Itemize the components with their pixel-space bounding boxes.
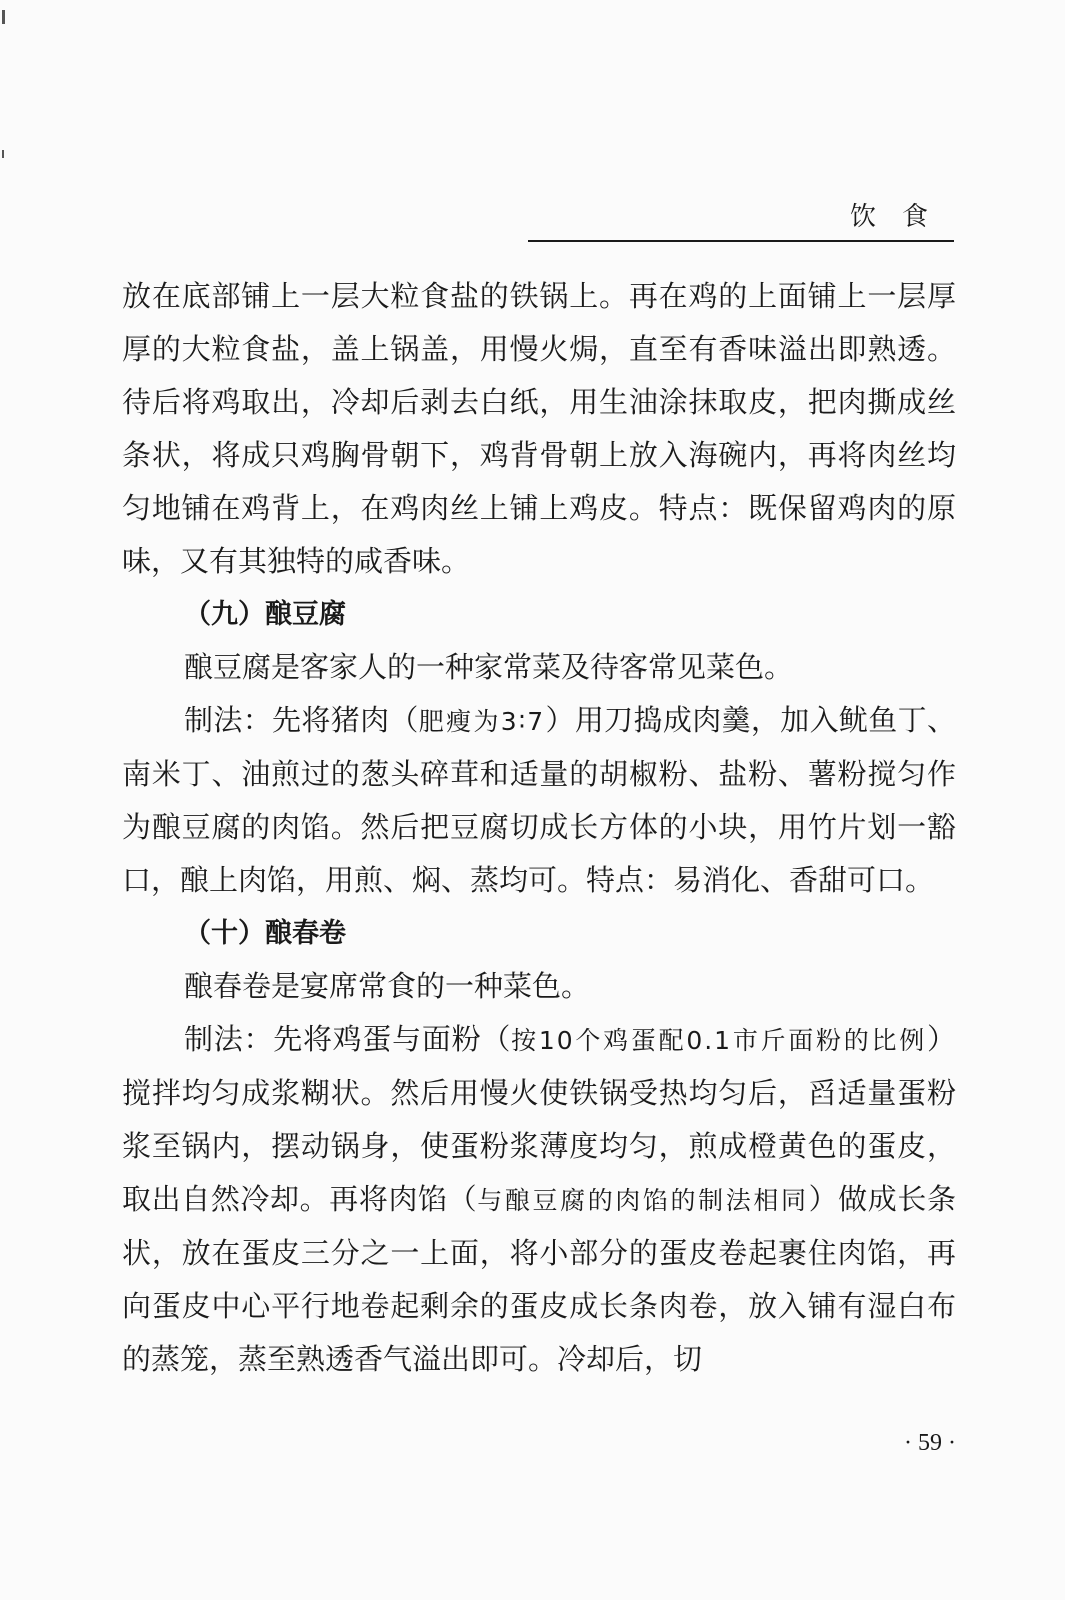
method-text: 制法：先将猪肉（ <box>184 703 419 737</box>
method-text: ）用刀捣成肉羹，加入鱿鱼丁、南米丁、油煎过的葱头碎茸和适量的胡椒粉、盐粉、薯粉搅匀作为酿豆腐的肉馅。然后把豆腐切成长方体的小块，用竹片划一豁口，酿上肉馅，用煎、焖、蒸均可。特点：易消化、香甜可口。 <box>122 703 956 897</box>
section-9-intro: 酿豆腐是客家人的一种家常菜及待客常见菜色。 <box>184 650 794 684</box>
section-9-method <box>122 694 956 907</box>
header-rule <box>528 240 954 242</box>
method-text: ）搅拌均匀成浆糊状。然后用慢火使铁锅受热均匀后，舀适量蛋粉浆至锅内，摆动锅身，使蛋粉浆薄度均匀，煎成橙黄色的蛋皮，取出自然冷却。再将肉馅（ <box>122 1022 956 1216</box>
binding-edge-mark <box>2 150 4 158</box>
method-note: 按10个鸡蛋配0.1市斤面粉的比例 <box>511 1026 927 1055</box>
section-10-intro: 酿春卷是宴席常食的一种菜色。 <box>184 969 591 1003</box>
method-note: 肥瘦为3∶7 <box>418 707 546 736</box>
method-note: 与酿豆腐的肉馅的制法相同 <box>477 1186 809 1215</box>
method-text: ）做成长条状，放在蛋皮三分之一上面，将小部分的蛋皮卷起裹住肉馅，再向蛋皮中心平行地卷起剩余的蛋皮成长条肉卷，放入铺有湿白布的蒸笼，蒸至熟透香气溢出即可。冷却后，切 <box>122 1182 956 1376</box>
section-10-method <box>122 1013 956 1386</box>
page-number: · 59 · <box>904 1430 956 1456</box>
section-heading-10: （十）酿春卷 <box>184 918 346 949</box>
section-heading-9: （九）酿豆腐 <box>184 599 346 630</box>
paragraph-continued: 放在底部铺上一层大粒食盐的铁锅上。再在鸡的上面铺上一层厚厚的大粒食盐，盖上锅盖，用慢火焗，直至有香味溢出即熟透。待后将鸡取出，冷却后剥去白纸，用生油涂抹取皮，把肉撕成丝条状，将成只鸡胸骨朝下，鸡背骨朝上放入海碗内，再将肉丝均匀地铺在鸡背上，在鸡肉丝上铺上鸡皮。特点：既保留鸡肉的原味，又有其独特的咸香味。 <box>122 279 956 578</box>
method-text: 制法：先将鸡蛋与面粉（ <box>184 1022 512 1056</box>
body-text <box>122 270 956 1386</box>
running-header: 饮食 <box>849 202 954 232</box>
binding-edge-mark <box>2 10 5 24</box>
